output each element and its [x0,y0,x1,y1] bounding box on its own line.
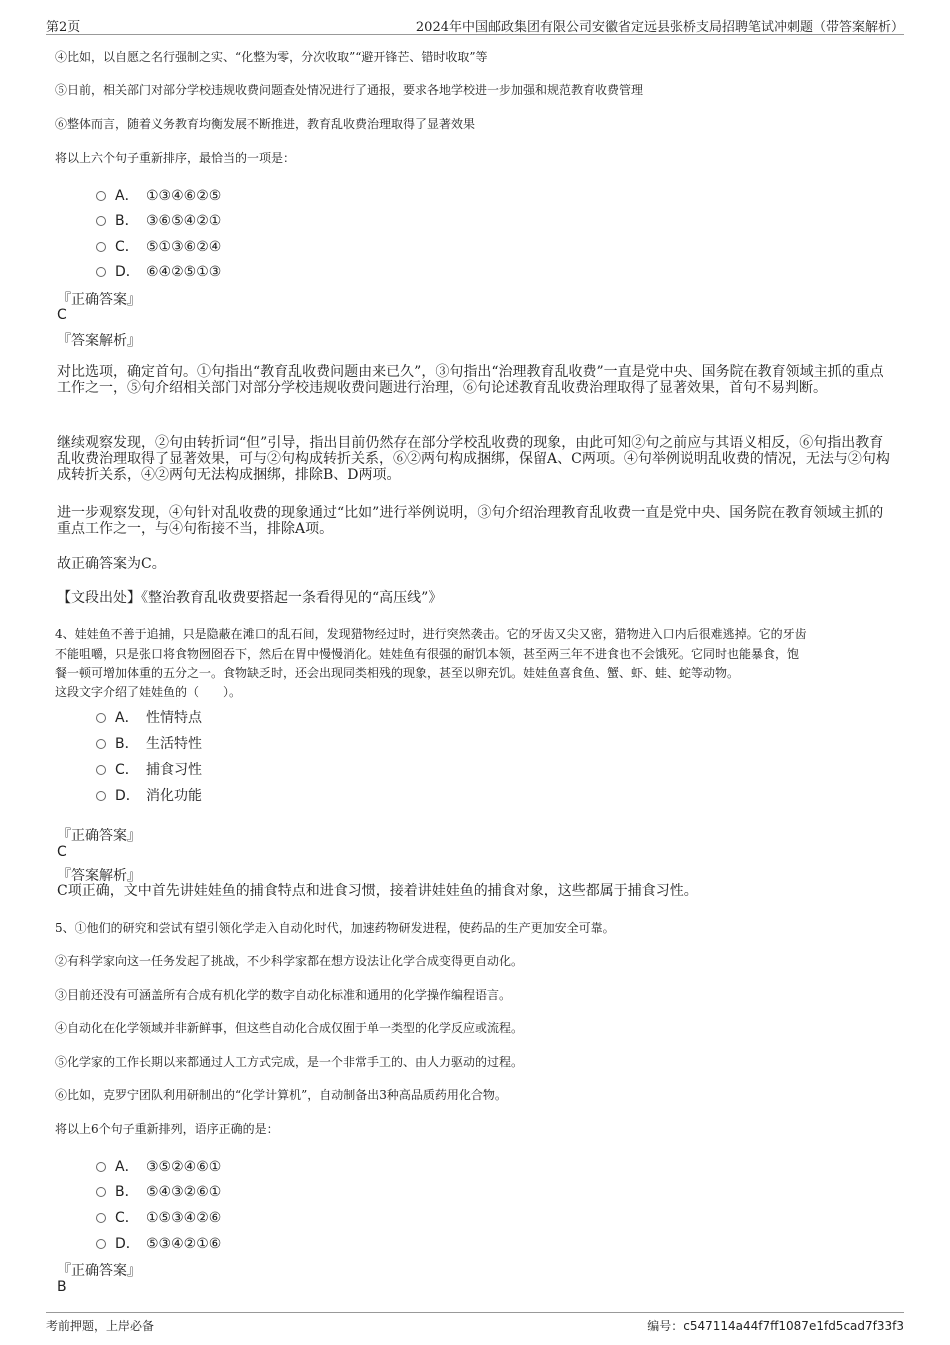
q4-stem-line-2: 不能咀嚼，只是张口将食物囫囵吞下，然后在胃中慢慢消化。娃娃鱼有很强的耐饥本领，甚至两三年不进食也不会饿死。它同时也能暴食，饱 [55,647,800,661]
radio-icon[interactable] [96,216,106,226]
q4-stem-line-3: 餐一顿可增加体重的五分之一。食物缺乏时，还会出现同类相残的现象，甚至以卵充饥。娃娃鱼喜食鱼、蟹、虾、蛙、蛇等动物。 [55,666,740,680]
document-code-label: 编号： [647,1319,684,1333]
q5-option-a[interactable]: A． ③⑤②④⑥① [96,1156,221,1176]
q3-answer: C [57,307,67,323]
q5-sentence-6: ⑥比如，克罗宁团队利用研制出的“化学计算机”，自动制备出3种高品质药用化合物。 [55,1088,507,1102]
radio-icon[interactable] [96,765,106,775]
q4-answer-label: 『正确答案』 [57,828,141,844]
footer-slogan: 考前押题，上岸必备 [46,1319,155,1333]
page-footer [46,1312,904,1333]
q5-sentence-4: ④自动化在化学领域并非新鲜事，但这些自动化合成仅囿于单一类型的化学反应或流程。 [55,1021,524,1035]
q4-prompt: 这段文字介绍了娃娃鱼的（ ）。 [55,685,242,699]
q3-option-b[interactable]: B． ③⑥⑤④②① [96,210,221,230]
radio-icon[interactable] [96,242,106,252]
q3-answer-label: 『正确答案』 [57,292,141,308]
q3-sentence-5: ⑤日前，相关部门对部分学校违规收费问题查处情况进行了通报，要求各地学校进一步加强和规范教育收费管理 [55,83,644,97]
q5-answer-label: 『正确答案』 [57,1263,141,1279]
q3-analysis-paragraph-3: 进一步观察发现，④句针对乱收费的现象通过“比如”进行举例说明，③句介绍治理教育乱收费一直是党中央、国务院在教育领域主抓的重点工作之一，与④句衔接不当，排除A项。 [57,505,884,537]
radio-icon[interactable] [96,191,106,201]
q4-stem-line-1: 4、娃娃鱼不善于追捕，只是隐蔽在滩口的乱石间，发现猎物经过时，进行突然袭击。它的牙齿又尖又密，猎物进入口内后很难逃掉。它的牙齿 [55,627,807,641]
q4-answer: C [57,844,67,860]
page-number: 第2页 [46,20,81,35]
q3-sentence-6: ⑥整体而言，随着义务教育均衡发展不断推进，教育乱收费治理取得了显著效果 [55,117,476,131]
q5-sentence-2: ②有科学家向这一任务发起了挑战，不少科学家都在想方设法让化学合成变得更自动化。 [55,954,524,968]
q3-option-d[interactable]: D． ⑥④②⑤①③ [96,261,221,281]
q4-analysis: C项正确，文中首先讲娃娃鱼的捕食特点和进食习惯，接着讲娃娃鱼的捕食对象，这些都属于捕食习性。 [57,883,698,899]
radio-icon[interactable] [96,1187,106,1197]
q4-option-c[interactable]: C． 捕食习性 [96,759,202,779]
q3-option-c[interactable]: C． ⑤①③⑥②④ [96,236,221,256]
q5-prompt: 将以上6个句子重新排列，语序正确的是： [55,1122,279,1136]
q4-option-b[interactable]: B． 生活特性 [96,733,202,753]
q5-sentence-3: ③目前还没有可涵盖所有合成有机化学的数字自动化标准和通用的化学操作编程语言。 [55,988,512,1002]
q5-option-b[interactable]: B． ⑤④③②⑥① [96,1181,221,1201]
q3-prompt: 将以上六个句子重新排序，最恰当的一项是： [55,151,296,165]
page-header [46,16,904,35]
q5-answer: B [57,1279,67,1295]
q3-analysis-paragraph-2: 继续观察发现，②句由转折词“但”引导，指出目前仍然存在部分学校乱收费的现象，由此可知②句之前应与其语义相反，⑥句指出教育乱收费治理取得了显著效果，可与②句构成转折关系，⑥②两句构成捆绑，保留A、C两项。④句举例说明乱收费的情况，无法与②句构成转折关系，④②两句无法构成捆绑，排除B、D两项。 [57,435,890,483]
radio-icon[interactable] [96,1239,106,1249]
q3-analysis-label: 『答案解析』 [57,333,141,349]
q4-analysis-label: 『答案解析』 [57,868,141,884]
q3-sentence-4: ④比如，以自愿之名行强制之实、“化整为零，分次收取”“避开锋芒、错时收取”等 [55,50,488,64]
q3-analysis-paragraph-1: 对比选项，确定首句。①句指出“教育乱收费问题由来已久”，③句指出“治理教育乱收费”一直是党中央、国务院在教育领域主抓的重点工作之一，⑤句介绍相关部门对部分学校违规收费问题进行治理，⑥句论述教育乱收费治理取得了显著效果，首句不易判断。 [57,364,884,396]
q5-option-c[interactable]: C． ①⑤③④②⑥ [96,1207,221,1227]
document-title: 2024年中国邮政集团有限公司安徽省定远县张桥支局招聘笔试冲刺题（带答案解析） [415,20,904,35]
q4-option-a[interactable]: A． 性情特点 [96,707,202,727]
radio-icon[interactable] [96,1162,106,1172]
q4-option-d[interactable]: D． 消化功能 [96,785,202,805]
q3-source: 【文段出处】《整治教育乱收费要搭起一条看得见的“高压线”》 [57,590,443,606]
q5-sentence-5: ⑤化学家的工作长期以来都通过人工方式完成，是一个非常手工的、由人力驱动的过程。 [55,1055,524,1069]
radio-icon[interactable] [96,713,106,723]
radio-icon[interactable] [96,791,106,801]
q5-option-d[interactable]: D． ⑤③④②①⑥ [96,1233,221,1253]
q3-option-a[interactable]: A． ①③④⑥②⑤ [96,185,221,205]
q3-analysis-conclusion: 故正确答案为C。 [57,556,166,572]
document-code-value: c547114a44f7ff1087e1fd5cad7f33f3 [683,1319,904,1333]
radio-icon[interactable] [96,739,106,749]
q5-sentence-1: 5、①他们的研究和尝试有望引领化学走入自动化时代，加速药物研发进程，使药品的生产更加安全可靠。 [55,921,615,935]
document-code [647,1317,904,1334]
radio-icon[interactable] [96,1213,106,1223]
radio-icon[interactable] [96,267,106,277]
